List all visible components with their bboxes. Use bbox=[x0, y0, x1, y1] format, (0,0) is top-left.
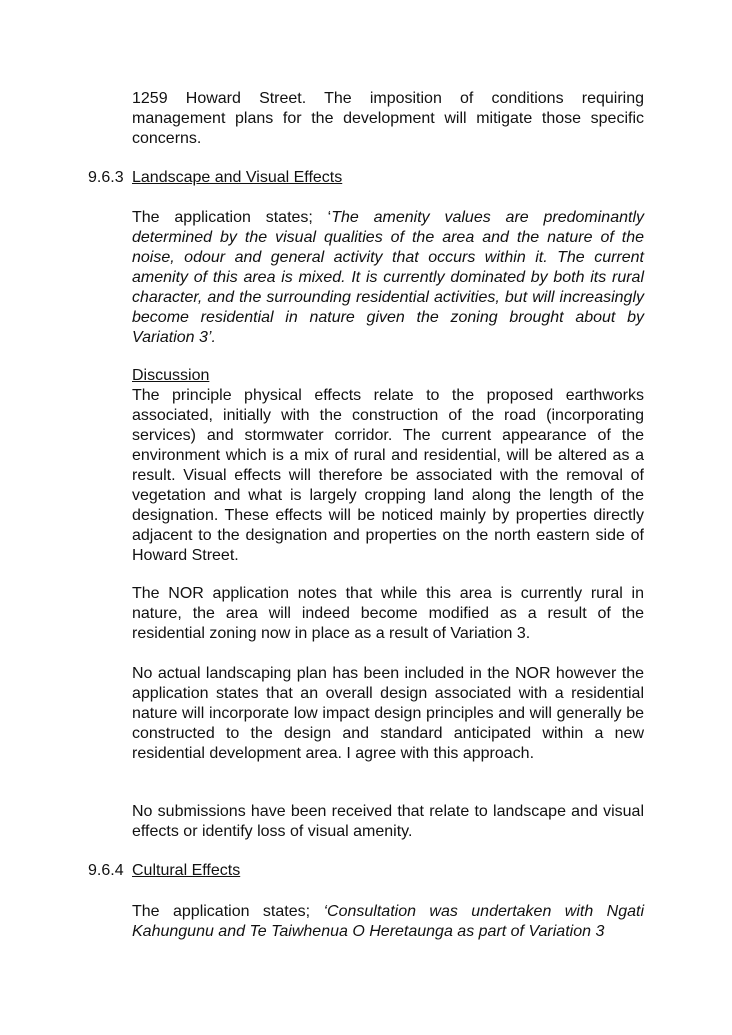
application-statement-paragraph bbox=[132, 208, 644, 348]
cultural-application-paragraph bbox=[132, 902, 644, 942]
section-heading-9-6-3 bbox=[88, 168, 342, 188]
section-number: 9.6.4 bbox=[88, 862, 124, 879]
section-heading-9-6-4 bbox=[88, 861, 240, 881]
section-number: 9.6.3 bbox=[88, 169, 124, 186]
nor-paragraph: The NOR application notes that while this area is currently rural in nature, the area will indeed become modified as a result of the residential zoning now in place as a result of Variation 3. bbox=[132, 585, 644, 642]
application-statement-prefix: The application states; ‘ bbox=[132, 209, 332, 226]
discussion-paragraph: The principle physical effects relate to the proposed earthworks associated, initially with the construction of the road (incorporating services) and stormwater corridor. The current appearance of the environment which is a mix of rural and residential, will be altered as a result. Visual effects will therefore be associated with the removal of vegetation and what is largely cropping land along the length of the designation. These effects will be noticed mainly by properties directly adjacent to the designation and properties on the north eastern side of Howard Street. bbox=[132, 387, 644, 564]
discussion-heading-text: Discussion bbox=[132, 367, 210, 384]
intro-paragraph-rest: management plans for the development will mitigate those specific concerns. bbox=[132, 110, 644, 147]
application-statement-quote: The amenity values are predominantly determined by the visual qualities of the area and the nature of the noise, odour and general activity that occurs within it. The current amenity of this area is mixed. It is currently dominated by both its rural character, and the surrounding residential activities, but will increasingly become residential in nature given the zoning brought about by Variation 3’. bbox=[132, 209, 645, 346]
discussion-heading bbox=[132, 366, 644, 386]
cultural-statement-quote: ‘Consultation was undertaken with Ngati Kahungunu and Te Taiwhenua O Heretaunga as part of Variation 3 bbox=[132, 903, 644, 940]
submissions-paragraph: No submissions have been received that relate to landscape and visual effects or identify loss of visual amenity. bbox=[132, 803, 644, 840]
section-title: Cultural Effects bbox=[132, 862, 241, 879]
section-title: Landscape and Visual Effects bbox=[132, 169, 343, 186]
intro-line-1: 1259 Howard Street. The imposition of conditions requiring bbox=[132, 90, 644, 107]
landscaping-plan-paragraph: No actual landscaping plan has been included in the NOR however the application states that an overall design associated with a residential nature will incorporate low impact design principles and will generally be constructed to the design and standard anticipated within a new residential development area. I agree with this approach. bbox=[132, 665, 644, 762]
cultural-statement-prefix: The application states; bbox=[132, 903, 324, 920]
